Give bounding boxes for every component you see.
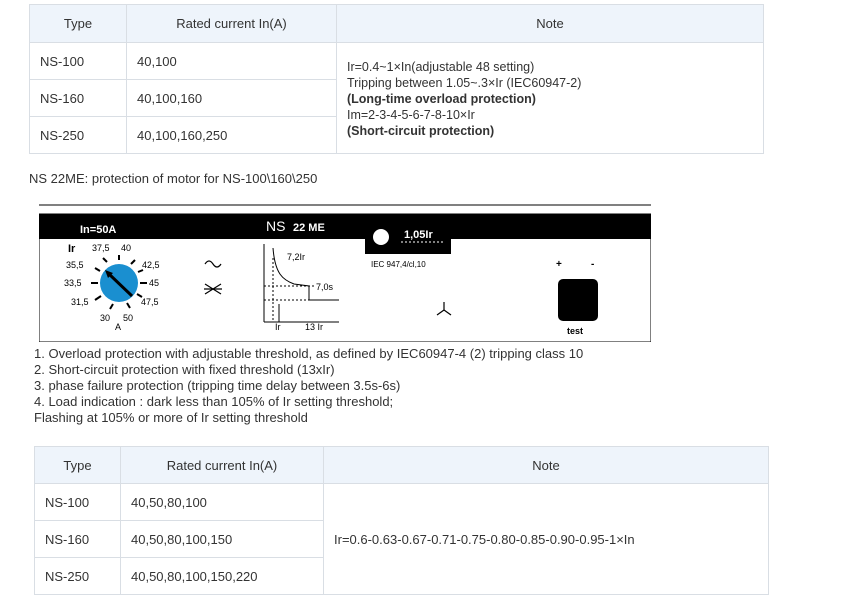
curve-label-ir: Ir bbox=[275, 322, 281, 332]
curve-label-mid: 7,0s bbox=[316, 282, 334, 292]
minus-label: - bbox=[591, 259, 595, 270]
dial-label: 40 bbox=[121, 243, 132, 253]
dial-label: 31,5 bbox=[71, 297, 89, 307]
standard-label: IEC 947,4/cl,10 bbox=[371, 260, 426, 269]
table-row bbox=[30, 43, 764, 80]
dial-label: 45 bbox=[149, 278, 160, 288]
cell-type: NS-160 bbox=[35, 521, 121, 558]
dial-label: 47,5 bbox=[141, 297, 159, 307]
dial-label: 42,5 bbox=[142, 260, 160, 270]
col-header-type: Type bbox=[30, 5, 127, 43]
table-row bbox=[35, 484, 769, 521]
cell-type: NS-100 bbox=[35, 484, 121, 521]
test-button[interactable] bbox=[558, 279, 598, 321]
dial-label: 50 bbox=[123, 313, 134, 323]
note-item: 2. Short-circuit protection with fixed threshold (13xIr) bbox=[34, 362, 335, 377]
col-header-type: Type bbox=[35, 447, 121, 484]
col-header-current: Rated current In(A) bbox=[127, 5, 337, 43]
spec-table-2 bbox=[34, 446, 769, 595]
note-line: (Long-time overload protection) bbox=[347, 92, 536, 106]
model-prefix: NS bbox=[266, 218, 286, 234]
cell-current: 40,100,160 bbox=[127, 80, 337, 117]
cell-type: NS-160 bbox=[30, 80, 127, 117]
cell-type: NS-250 bbox=[30, 117, 127, 154]
table-header-row bbox=[35, 447, 769, 484]
curve-label-top: 7,2Ir bbox=[287, 252, 306, 262]
cell-note bbox=[337, 43, 764, 154]
note-line: Tripping between 1.05~.3×Ir (IEC60947-2) bbox=[347, 76, 582, 90]
note-item: 1. Overload protection with adjustable threshold, as defined by IEC60947-4 (2) tripping class 10 bbox=[34, 346, 584, 361]
table-header-row bbox=[30, 5, 764, 43]
dial-label: 33,5 bbox=[64, 278, 82, 288]
cell-note: Ir=0.6-0.63-0.67-0.71-0.75-0.80-0.85-0.90-0.95-1×In bbox=[324, 484, 769, 595]
dial-ir-label: Ir bbox=[68, 243, 76, 255]
note-line: Im=2-3-4-5-6-7-8-10×Ir bbox=[347, 108, 475, 122]
cell-current: 40,100 bbox=[127, 43, 337, 80]
note-item: 4. Load indication : dark less than 105% of Ir setting threshold; bbox=[34, 394, 394, 409]
led-indicator-icon bbox=[373, 229, 389, 245]
test-label: test bbox=[567, 326, 584, 336]
model-suffix: 22 ME bbox=[293, 222, 325, 234]
curve-label-13ir: 13 Ir bbox=[305, 322, 324, 332]
note-line: (Short-circuit protection) bbox=[347, 124, 495, 138]
cell-current: 40,50,80,100,150,220 bbox=[121, 558, 324, 595]
dial-label: 30 bbox=[100, 313, 111, 323]
protection-notes bbox=[34, 346, 583, 426]
cell-current: 40,100,160,250 bbox=[127, 117, 337, 154]
cell-type: NS-100 bbox=[30, 43, 127, 80]
threshold-label: 1,05Ir bbox=[404, 229, 433, 241]
plus-label: + bbox=[556, 259, 562, 270]
col-header-note: Note bbox=[337, 5, 764, 43]
note-line: Ir=0.4~1×In(adjustable 48 setting) bbox=[347, 60, 535, 74]
note-item: 3. phase failure protection (tripping time delay between 3.5s-6s) bbox=[34, 378, 401, 393]
cell-current: 40,50,80,100 bbox=[121, 484, 324, 521]
cell-current: 40,50,80,100,150 bbox=[121, 521, 324, 558]
spec-table-1 bbox=[29, 4, 764, 154]
dial-unit: A bbox=[115, 322, 122, 332]
col-header-current: Rated current In(A) bbox=[121, 447, 324, 484]
cell-type: NS-250 bbox=[35, 558, 121, 595]
in-label: In=50A bbox=[80, 224, 117, 236]
panel-header-bar bbox=[39, 214, 651, 239]
section-caption: NS 22ME: protection of motor for NS-100\160\250 bbox=[29, 171, 318, 186]
trip-unit-front-panel bbox=[39, 204, 651, 342]
dial-label: 35,5 bbox=[66, 260, 84, 270]
col-header-note: Note bbox=[324, 447, 769, 484]
dial-label: 37,5 bbox=[92, 243, 110, 253]
note-item: Flashing at 105% or more of Ir setting threshold bbox=[34, 410, 308, 425]
